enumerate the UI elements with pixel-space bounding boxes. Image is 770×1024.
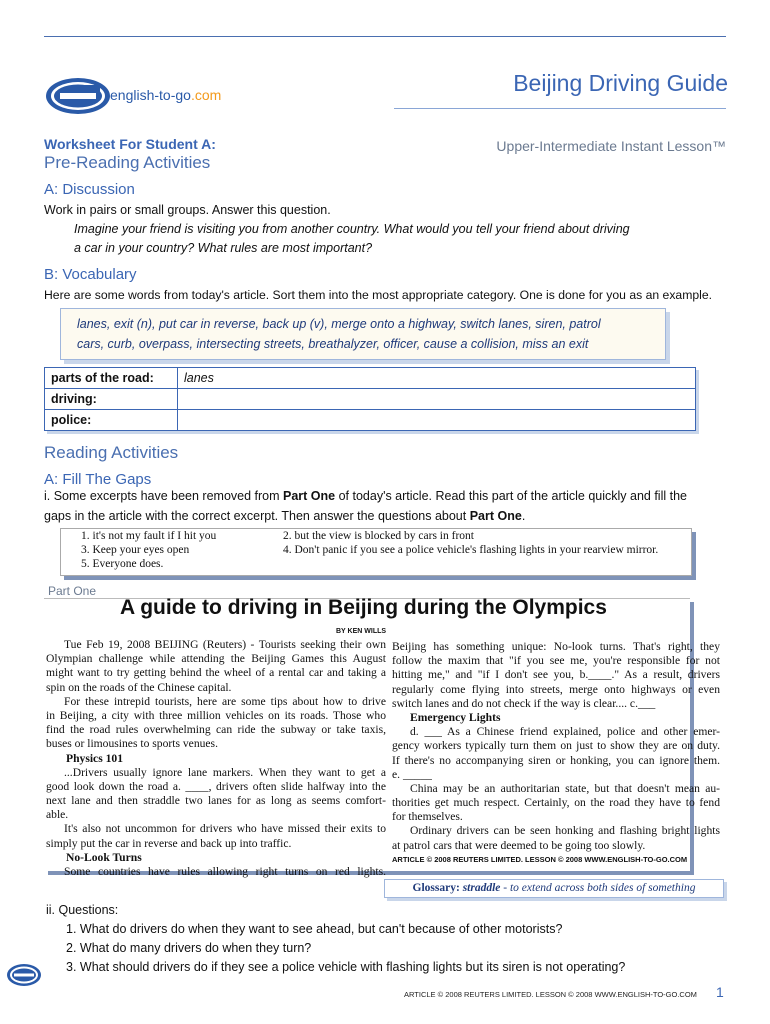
article-line: good look down the road a. ____, drivers often slide halfway into the (46, 779, 386, 793)
article-left-column (46, 638, 386, 879)
article-line: might want to try getting behind the wheel of a rental car and taking a (46, 666, 386, 680)
page-title: Beijing Driving Guide (513, 70, 728, 96)
article-line: Some countries have rules allowing right turns on red lights. (64, 865, 386, 878)
category-answer-field[interactable]: lanes (178, 368, 696, 389)
title-rule (394, 108, 726, 109)
category-answer-field[interactable] (178, 389, 696, 410)
discussion-instruction: Work in pairs or small groups. Answer this question. (44, 203, 331, 217)
article-line: For these intrepid tourists, here are some tips about how to drive (64, 694, 386, 708)
fill-gaps-instruction-line2: gaps in the article with the correct excerpt. Then answer the questions about Part One. (44, 509, 526, 523)
page-number: 1 (716, 984, 724, 1000)
article-byline: BY KEN WILLS (336, 628, 387, 635)
article-line: d. ___ As a Chinese friend explained, police and other emer- (410, 725, 720, 739)
footer-logo-icon (6, 963, 42, 987)
vocabulary-word-box (60, 308, 666, 360)
article-line: thorities get much respect. Certainly, on the road they have to fend (392, 796, 720, 810)
table-row (45, 389, 696, 410)
article-line: gency workers typically turn them on just to show they are on duty. (392, 739, 720, 753)
top-rule (44, 36, 726, 37)
article-line: find the road rules overwhelming can ride the subway or take taxis, (46, 723, 386, 737)
excerpt-item: 5. Everyone does. (81, 558, 164, 570)
table-row (45, 410, 696, 431)
excerpt-item: 4. Don't panic if you see a police vehicle's flashing lights in your rearview mirror. (283, 544, 659, 556)
article-line: able. (46, 808, 69, 822)
article-line: It's also not uncommon for drivers who have missed their exits to (64, 822, 386, 836)
footer-credit: ARTICLE © 2008 REUTERS LIMITED. LESSON © 2008 WWW.ENGLISH-TO-GO.COM (404, 990, 697, 999)
section-heading-pre-reading: Pre-Reading Activities (44, 153, 211, 172)
article-line: Olympian challenge while attending the Beijing Games this August (46, 652, 386, 666)
article-line: regularly come flying into streets, merge onto highways or even (392, 682, 720, 696)
question-item: 2. What do many drivers do when they turn? (66, 941, 312, 955)
excerpt-item: 3. Keep your eyes open (81, 544, 190, 556)
excerpt-item: 1. it's not my fault if I hit you (81, 530, 217, 542)
article-line: spin on the roads of the Chinese capital. (46, 680, 232, 694)
article-line: at patrol cars that were deemed to be going too slowly. (392, 838, 646, 852)
article-line: hitting me," and "if I don't see you, b.____." As a result, drivers (392, 668, 720, 682)
discussion-question-line2: a car in your country? What rules are most important? (74, 241, 373, 255)
article-line: Tue Feb 19, 2008 BEIJING (Reuters) - Tourists seeking their own (64, 638, 386, 651)
article-line: e. _____ (392, 767, 432, 781)
vocabulary-category-table (44, 367, 696, 431)
vocabulary-heading: B: Vocabulary (44, 266, 137, 283)
article-line: simply put the car in reverse and back up into traffic. (46, 836, 292, 850)
fill-gaps-heading: A: Fill The Gaps (44, 471, 152, 488)
article-line: switch lanes and do not check if the way is clear.... c.___ (392, 696, 656, 710)
worksheet-label: Worksheet For Student A: (44, 136, 216, 152)
article-subheading: Emergency Lights (410, 710, 501, 724)
article-line: Beijing has something unique: No-look turns. That's right, they (392, 640, 720, 653)
questions-heading: ii. Questions: (46, 903, 119, 917)
table-row (45, 368, 696, 389)
article-credit: ARTICLE © 2008 REUTERS LIMITED. LESSON © 2008 WWW.ENGLISH-TO-GO.COM (392, 854, 688, 864)
article-line: follow the maxim that "if you see me, you're responsible for not (392, 654, 720, 668)
question-item: 3. What should drivers do if they see a police vehicle with flashing lights but its siren is not operating? (66, 960, 626, 974)
category-label: driving: (45, 389, 178, 410)
question-item: 1. What do drivers do when they want to see ahead, but can't because of other motorists? (66, 922, 563, 936)
article-line: Ordinary drivers can be seen honking and flashing bright lights (410, 824, 720, 838)
vocab-words-line2: cars, curb, overpass, intersecting streets, breathalyzer, officer, cause a collision, miss an exit (77, 337, 589, 351)
article-subheading: Physics 101 (66, 751, 124, 765)
vocab-words-line1: lanes, exit (n), put car in reverse, back up (v), merge onto a highway, switch lanes, siren, patrol (77, 317, 601, 331)
excerpts-box (60, 528, 692, 576)
article-line: next lane and then straddle two lanes for as long as seems comfort- (46, 794, 386, 808)
category-label: police: (45, 410, 178, 431)
excerpt-item: 2. but the view is blocked by cars in front (283, 530, 474, 542)
glossary-word: straddle (462, 882, 501, 894)
article-line: for themselves. (392, 810, 463, 824)
discussion-question-line1: Imagine your friend is visiting you from another country. What would you tell your friend about driving (74, 222, 630, 236)
vocabulary-instruction: Here are some words from today's article. Sort them into the most appropriate category. One is done for you as an example. (44, 288, 712, 302)
category-label: parts of the road: (45, 368, 178, 389)
reading-activities-heading: Reading Activities (44, 443, 179, 462)
glossary-definition: - to extend across both sides of something (500, 882, 696, 894)
part-one-label: Part One (48, 584, 97, 598)
article-subheading: No-Look Turns (66, 850, 142, 864)
english-to-go-logo-icon (44, 76, 112, 116)
article-line: If there's no accompanying siren or honking, you can ignore them. (392, 753, 720, 767)
fill-gaps-instruction-line1: i. Some excerpts have been removed from Part One of today's article. Read this part of the article quickly and fill the (44, 489, 687, 503)
article-right-column (392, 640, 720, 867)
article-line: buses or limousines to sports venues. (46, 737, 218, 751)
category-answer-field[interactable] (178, 410, 696, 431)
glossary-label: Glossary: (412, 882, 460, 894)
article-title: A guide to driving in Beijing during the Olympics (120, 596, 607, 619)
article-line: in Beijing, a city with three million vehicles on its roads. Those who (46, 708, 386, 722)
article-line: China may be an authoritarian state, but that doesn't mean au- (410, 781, 720, 795)
brand-name: english-to-go.com (110, 87, 222, 103)
glossary-box (384, 879, 724, 898)
discussion-heading: A: Discussion (44, 181, 135, 198)
article-line: ...Drivers usually ignore lane markers. When they want to get a (64, 765, 386, 779)
lesson-type: Upper-Intermediate Instant Lesson™ (496, 138, 726, 154)
